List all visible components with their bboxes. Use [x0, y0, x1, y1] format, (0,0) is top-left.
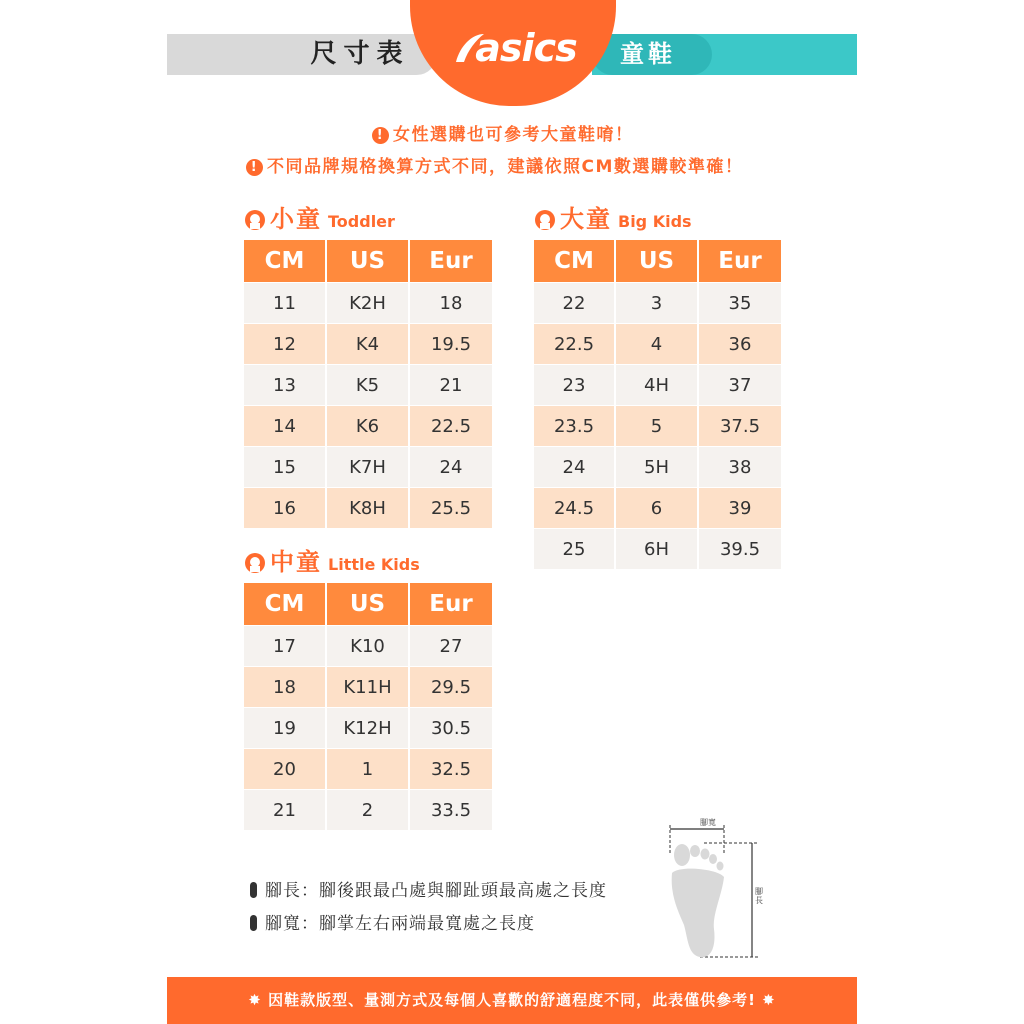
col-header-cm: CM	[244, 583, 327, 625]
cell-us: K6	[327, 405, 410, 446]
cell-cm: 13	[244, 364, 327, 405]
warning-icon: !	[372, 127, 389, 144]
cell-us: K4	[327, 323, 410, 364]
cell-cm: 24	[534, 446, 616, 487]
big-kids-title-zh: 大童	[560, 205, 612, 233]
cell-us: 6H	[616, 528, 699, 569]
table-row	[534, 446, 781, 487]
warning-icon: !	[246, 159, 263, 176]
col-header-us: US	[616, 240, 699, 282]
cell-cm: 20	[244, 748, 327, 789]
cell-us: 6	[616, 487, 699, 528]
cell-eur: 25.5	[410, 487, 492, 528]
table-row	[534, 528, 781, 569]
foot-width-label: 腳寬	[700, 818, 716, 827]
cell-cm: 23	[534, 364, 616, 405]
col-header-cm: CM	[244, 240, 327, 282]
note-foot-width-text: 腳寬：腳掌左右兩端最寬處之長度	[265, 914, 535, 934]
cell-cm: 12	[244, 323, 327, 364]
toddler-size-table	[244, 240, 492, 528]
col-header-eur: Eur	[699, 240, 781, 282]
little-kids-size-table	[244, 583, 492, 830]
table-row	[534, 487, 781, 528]
table-row	[244, 405, 492, 446]
child-head-icon	[244, 209, 266, 231]
cell-cm: 23.5	[534, 405, 616, 446]
foot-icon	[660, 815, 770, 965]
table-row	[244, 323, 492, 364]
cell-eur: 39	[699, 487, 781, 528]
col-header-cm: CM	[534, 240, 616, 282]
cell-cm: 21	[244, 789, 327, 830]
cell-cm: 17	[244, 625, 327, 666]
big-kids-title-en: Big Kids	[618, 212, 692, 231]
child-head-icon	[534, 209, 556, 231]
cell-eur: 29.5	[410, 666, 492, 707]
table-row	[244, 364, 492, 405]
table-row	[244, 625, 492, 666]
table-row	[534, 405, 781, 446]
section-title-toddler	[244, 202, 395, 236]
cell-cm: 16	[244, 487, 327, 528]
cell-us: 3	[616, 282, 699, 323]
cell-us: 2	[327, 789, 410, 830]
cell-eur: 35	[699, 282, 781, 323]
toddler-title-en: Toddler	[328, 212, 395, 231]
note-foot-width	[250, 910, 535, 938]
cell-cm: 19	[244, 707, 327, 748]
cell-eur: 21	[410, 364, 492, 405]
brand-logo: asics	[475, 26, 577, 70]
kids-shoes-label: 童鞋	[620, 40, 676, 68]
table-row	[534, 323, 781, 364]
cell-eur: 33.5	[410, 789, 492, 830]
cell-eur: 30.5	[410, 707, 492, 748]
table-row	[534, 282, 781, 323]
cell-us: K12H	[327, 707, 410, 748]
big-kids-size-table	[534, 240, 781, 569]
foot-measure-diagram	[660, 815, 770, 965]
cell-us: K8H	[327, 487, 410, 528]
col-header-us: US	[327, 583, 410, 625]
col-header-eur: Eur	[410, 240, 492, 282]
cell-us: K11H	[327, 666, 410, 707]
notice-women-text: 女性選購也可參考大童鞋唷！	[393, 125, 634, 145]
table-row	[244, 748, 492, 789]
bullet-icon	[250, 915, 257, 931]
cell-eur: 27	[410, 625, 492, 666]
cell-eur: 24	[410, 446, 492, 487]
table-row	[244, 666, 492, 707]
child-head-icon	[244, 552, 266, 574]
note-foot-length	[250, 877, 607, 905]
cell-us: K5	[327, 364, 410, 405]
table-row	[244, 282, 492, 323]
cell-us: 4H	[616, 364, 699, 405]
footer-disclaimer: ✸ 因鞋款版型、量測方式及每個人喜歡的舒適程度不同，此表僅供參考! ✸	[248, 991, 776, 1009]
table-row	[244, 487, 492, 528]
cell-eur: 18	[410, 282, 492, 323]
cell-eur: 22.5	[410, 405, 492, 446]
section-title-little-kids	[244, 545, 420, 579]
notice-women	[372, 121, 634, 149]
bullet-icon	[250, 882, 257, 898]
cell-eur: 37	[699, 364, 781, 405]
cell-eur: 32.5	[410, 748, 492, 789]
size-chart-title: 尺寸表	[310, 39, 410, 69]
cell-us: 4	[616, 323, 699, 364]
toddler-title-zh: 小童	[270, 205, 322, 233]
notice-brands	[246, 153, 743, 181]
notice-brands-text: 不同品牌規格換算方式不同，建議依照CM數選購較準確！	[267, 157, 744, 177]
cell-eur: 38	[699, 446, 781, 487]
little-kids-title-en: Little Kids	[328, 555, 420, 574]
foot-length-label: 腳長	[755, 887, 763, 905]
section-title-big-kids	[534, 202, 692, 236]
cell-us: K2H	[327, 282, 410, 323]
cell-cm: 18	[244, 666, 327, 707]
cell-us: K10	[327, 625, 410, 666]
col-header-eur: Eur	[410, 583, 492, 625]
note-foot-length-text: 腳長：腳後跟最凸處與腳趾頭最高處之長度	[265, 881, 607, 901]
cell-cm: 14	[244, 405, 327, 446]
cell-cm: 22	[534, 282, 616, 323]
cell-cm: 24.5	[534, 487, 616, 528]
table-row	[244, 789, 492, 830]
cell-cm: 22.5	[534, 323, 616, 364]
table-row	[244, 446, 492, 487]
table-row	[534, 364, 781, 405]
cell-us: 5	[616, 405, 699, 446]
cell-eur: 39.5	[699, 528, 781, 569]
little-kids-title-zh: 中童	[270, 548, 322, 576]
cell-us: 5H	[616, 446, 699, 487]
cell-us: K7H	[327, 446, 410, 487]
cell-us: 1	[327, 748, 410, 789]
cell-eur: 19.5	[410, 323, 492, 364]
cell-cm: 15	[244, 446, 327, 487]
table-row	[244, 707, 492, 748]
cell-eur: 37.5	[699, 405, 781, 446]
cell-cm: 11	[244, 282, 327, 323]
col-header-us: US	[327, 240, 410, 282]
cell-eur: 36	[699, 323, 781, 364]
cell-cm: 25	[534, 528, 616, 569]
